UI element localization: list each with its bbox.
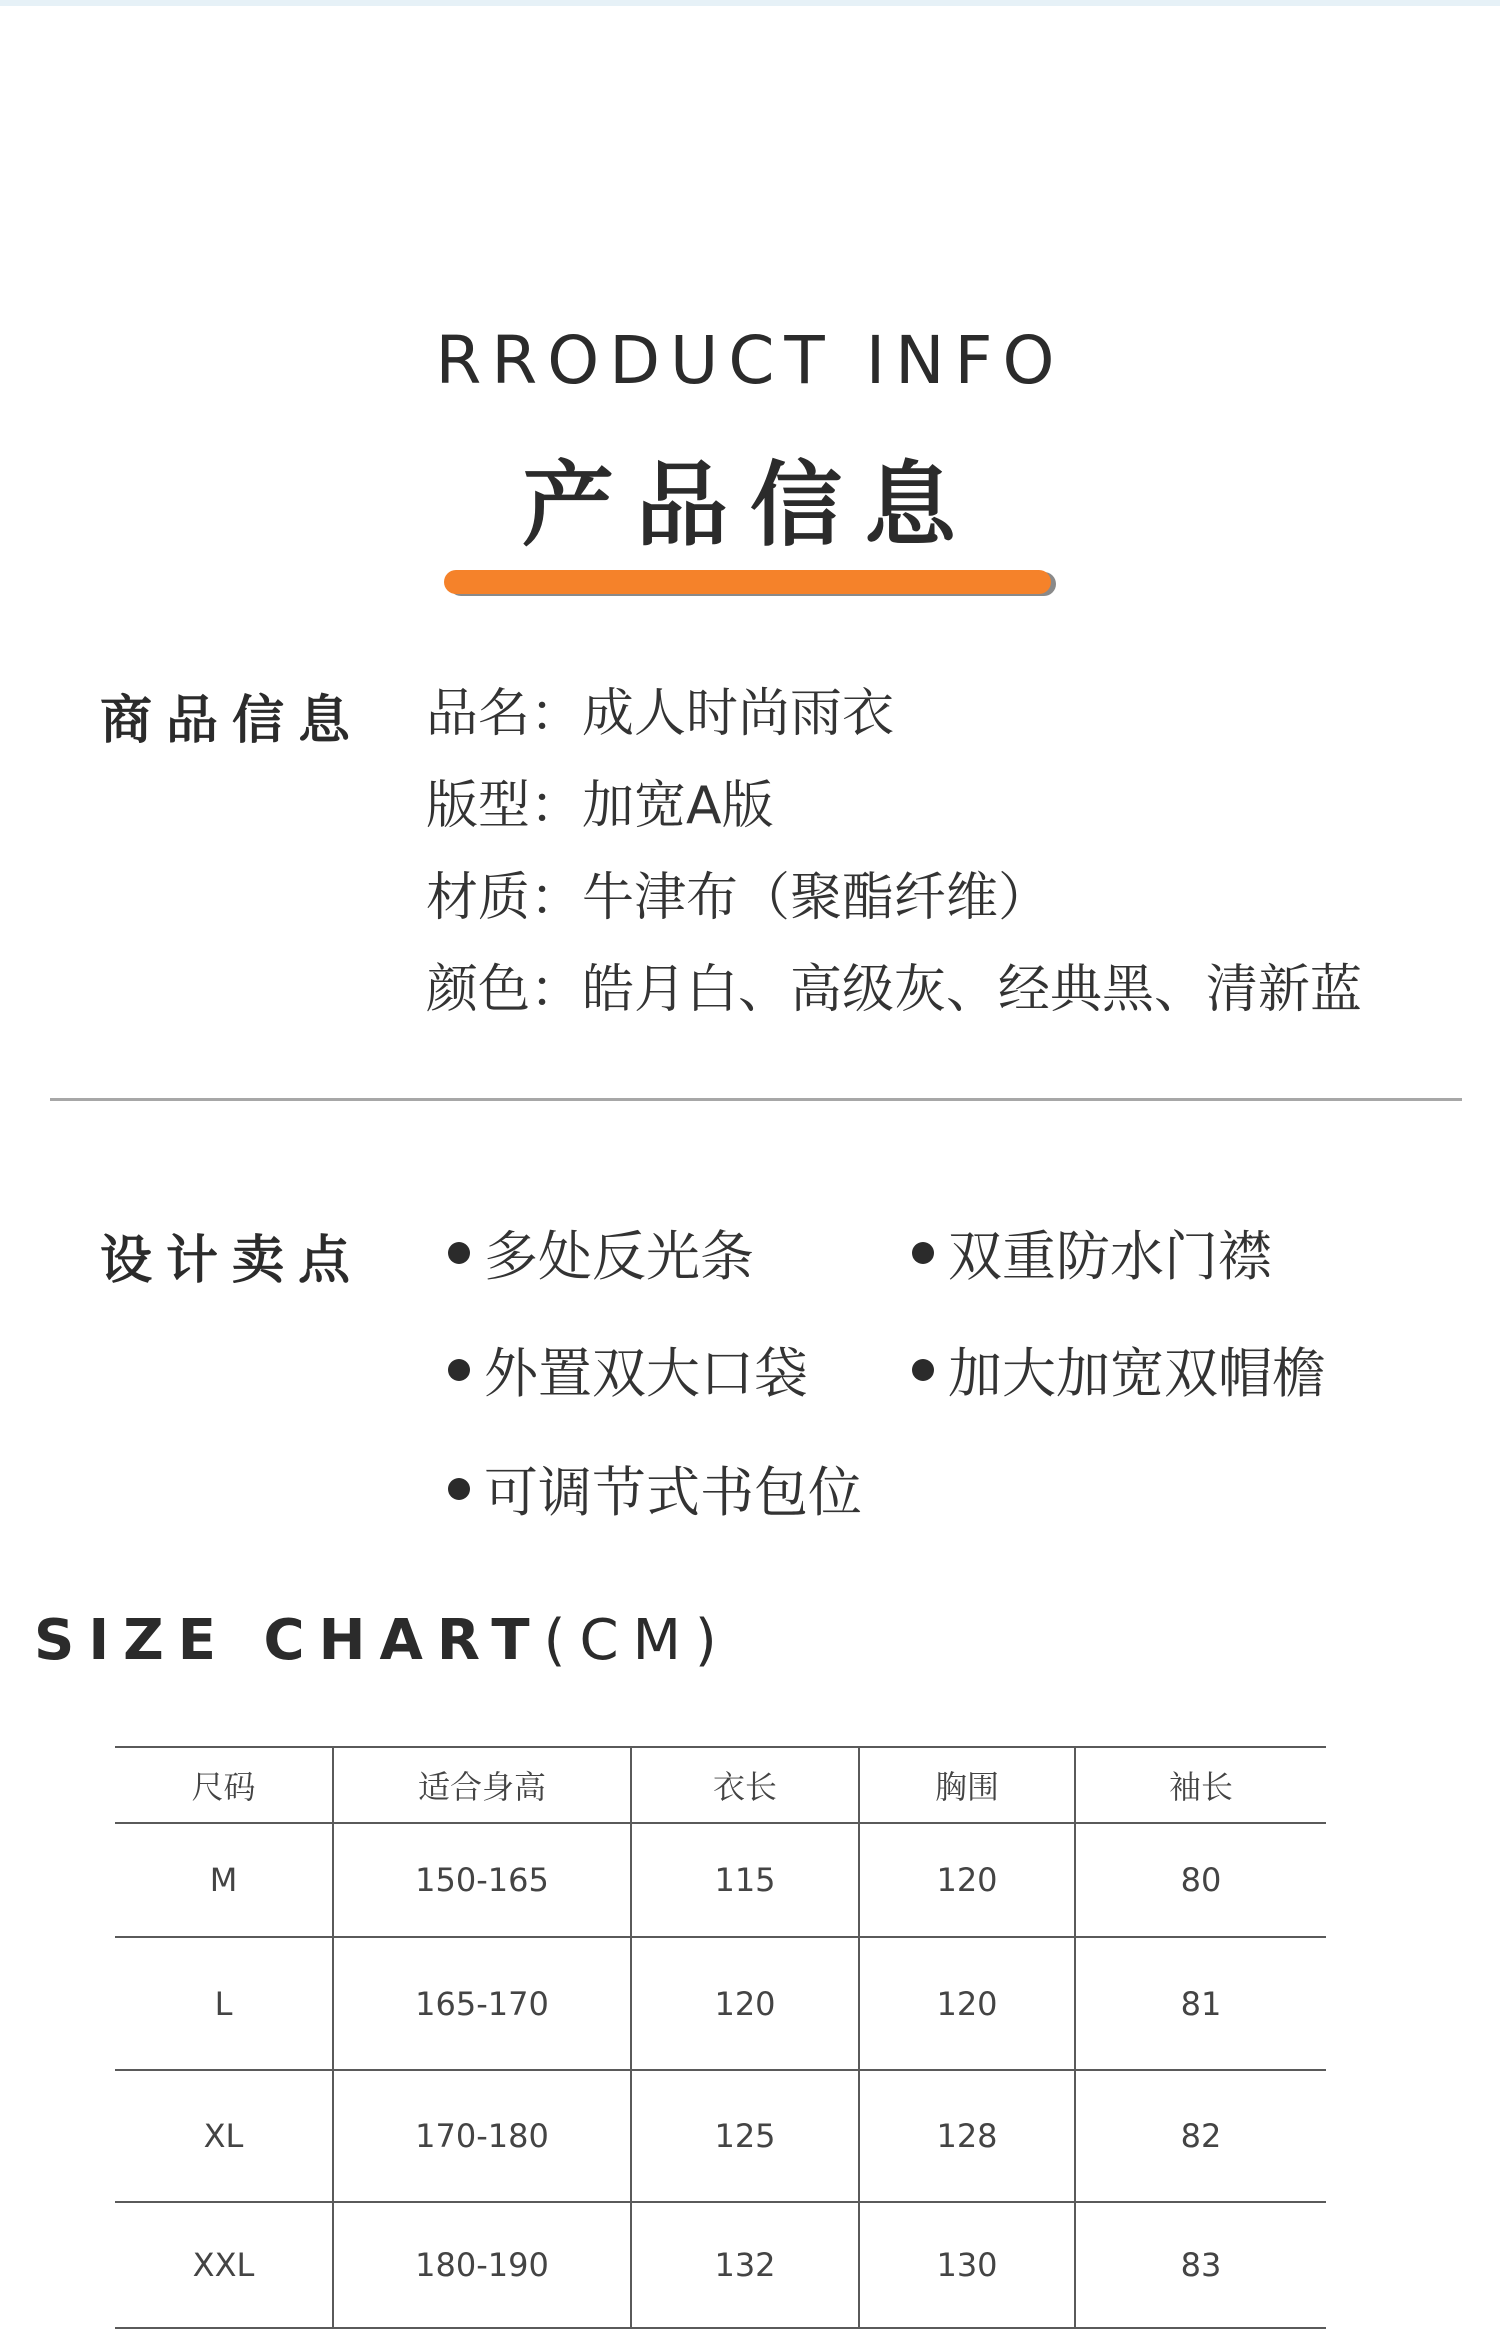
- feature-text: 多处反光条: [484, 1225, 754, 1288]
- size-table: [115, 1746, 1326, 2329]
- header-chest: 胸围: [859, 1747, 1075, 1823]
- feature-text: 双重防水门襟: [948, 1225, 1272, 1288]
- design-label: 设计卖点: [100, 1231, 365, 1291]
- product-name-line: 品名：成人时尚雨衣: [426, 684, 895, 744]
- size-chart-title: [34, 1608, 731, 1673]
- table-row: [115, 2070, 1326, 2202]
- feature-item: [912, 1331, 1326, 1408]
- fit-line: 版型：加宽A版: [426, 776, 774, 836]
- bullet-icon: [448, 1478, 470, 1500]
- cell-height: 180-190: [333, 2202, 631, 2328]
- cell-length: 120: [631, 1937, 859, 2070]
- cell-size: XL: [115, 2070, 333, 2202]
- accent-bar: [444, 570, 1051, 594]
- material-line: 材质：牛津布（聚酯纤维）: [426, 868, 1051, 928]
- color-line: 颜色：皓月白、高级灰、经典黑、清新蓝: [426, 960, 1363, 1020]
- product-info-label: 商品信息: [100, 691, 365, 751]
- top-strip: [0, 0, 1500, 6]
- cell-length: 115: [631, 1823, 859, 1937]
- cell-length: 132: [631, 2202, 859, 2328]
- header-height: 适合身高: [333, 1747, 631, 1823]
- feature-item: [448, 1450, 862, 1527]
- feature-text: 加大加宽双帽檐: [948, 1342, 1326, 1405]
- hero-title-zh: 产品信息: [521, 452, 978, 559]
- feature-item: [912, 1214, 1272, 1291]
- product-info-list: [426, 668, 1362, 1036]
- cell-sleeve: 82: [1075, 2070, 1326, 2202]
- cell-height: 165-170: [333, 1937, 631, 2070]
- cell-chest: 120: [859, 1937, 1075, 2070]
- cell-chest: 120: [859, 1823, 1075, 1937]
- feature-text: 可调节式书包位: [484, 1461, 862, 1524]
- hero-title-en: RRODUCT INFO: [435, 322, 1065, 399]
- cell-size: M: [115, 1823, 333, 1937]
- cell-sleeve: 83: [1075, 2202, 1326, 2328]
- feature-item: [448, 1214, 754, 1291]
- cell-height: 170-180: [333, 2070, 631, 2202]
- cell-height: 150-165: [333, 1823, 631, 1937]
- header-length: 衣长: [631, 1747, 859, 1823]
- table-row: [115, 1937, 1326, 2070]
- cell-sleeve: 80: [1075, 1823, 1326, 1937]
- header-sleeve: 袖长: [1075, 1747, 1326, 1823]
- cell-size: L: [115, 1937, 333, 2070]
- table-row: [115, 2202, 1326, 2328]
- cell-sleeve: 81: [1075, 1937, 1326, 2070]
- cell-length: 125: [631, 2070, 859, 2202]
- cell-size: XXL: [115, 2202, 333, 2328]
- size-chart-unit: (CM): [543, 1608, 731, 1673]
- bullet-icon: [912, 1242, 934, 1264]
- bullet-icon: [912, 1359, 934, 1381]
- cell-chest: 128: [859, 2070, 1075, 2202]
- size-chart-title-text: SIZE CHART: [34, 1608, 544, 1673]
- feature-item: [448, 1331, 808, 1408]
- cell-chest: 130: [859, 2202, 1075, 2328]
- header-size: 尺码: [115, 1747, 333, 1823]
- section-divider: [50, 1098, 1462, 1101]
- bullet-icon: [448, 1242, 470, 1264]
- bullet-icon: [448, 1359, 470, 1381]
- table-header-row: [115, 1747, 1326, 1823]
- table-row: [115, 1823, 1326, 1937]
- feature-text: 外置双大口袋: [484, 1342, 808, 1405]
